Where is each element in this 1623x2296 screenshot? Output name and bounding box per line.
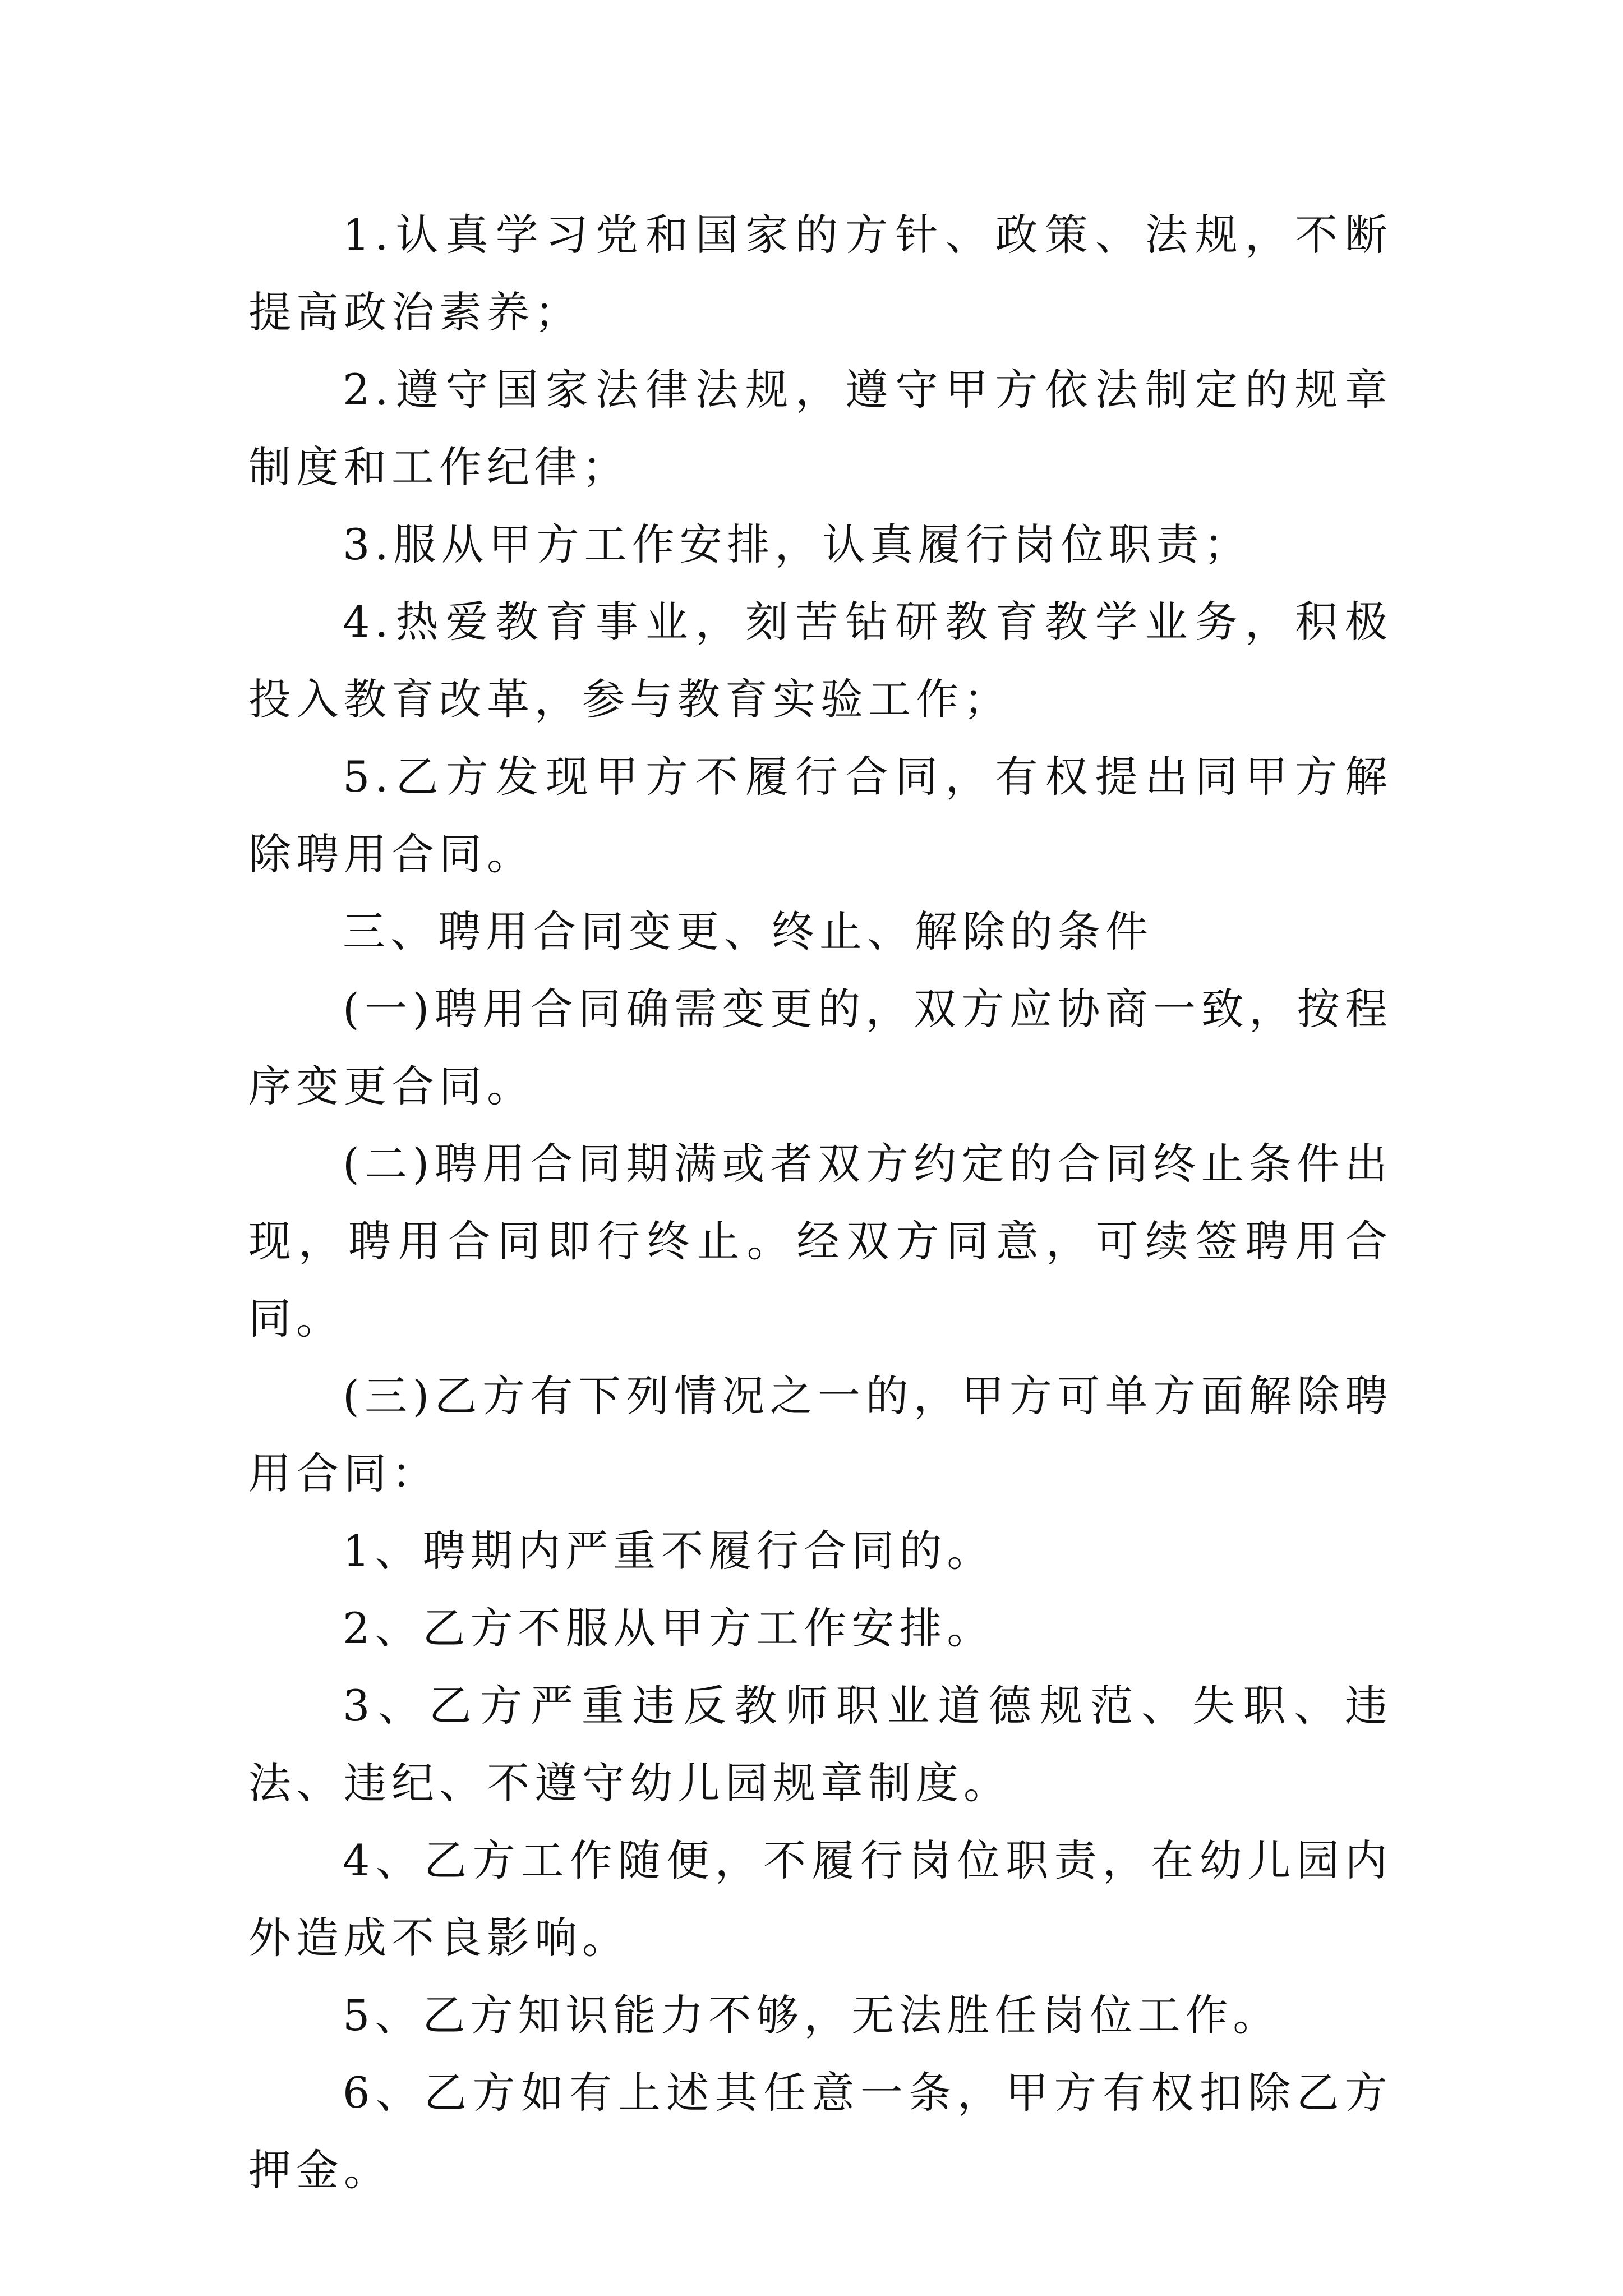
list-item-termination-1: 1、聘期内严重不履行合同的。: [343, 1526, 995, 1576]
list-item-termination-3: 3、乙方严重违反教师职业道德规范、失职、违法、违纪、不遵守幼儿园规章制度。: [248, 1681, 1393, 1808]
list-item-termination-6: 6、乙方如有上述其任意一条，甲方有权扣除乙方押金。: [248, 2068, 1393, 2195]
paragraph-clause-2: (二)聘用合同期满或者双方约定的合同终止条件出现，聘用合同即行终止。经双方同意，可续签聘用合同。: [248, 1139, 1393, 1343]
paragraph-duty-2: 2.遵守国家法律法规，遵守甲方依法制定的规章制度和工作纪律；: [248, 365, 1393, 492]
paragraph-duty-5: 5.乙方发现甲方不履行合同，有权提出同甲方解除聘用合同。: [248, 752, 1393, 879]
list-item-termination-4: 4、乙方工作随便，不履行岗位职责，在幼儿园内外造成不良影响。: [248, 1835, 1393, 1963]
document-body: [248, 196, 1393, 2209]
paragraph-duty-4: 4.热爱教育事业，刻苦钻研教育教学业务，积极投入教育改革，参与教育实验工作；: [248, 597, 1393, 724]
list-item-termination-2: 2、乙方不服从甲方工作安排。: [343, 1603, 995, 1653]
paragraph-duty-1: 1.认真学习党和国家的方针、政策、法规，不断提高政治素养；: [248, 210, 1393, 337]
paragraph-duty-3: 3.服从甲方工作安排，认真履行岗位职责；: [343, 519, 1252, 569]
paragraph-clause-3: (三)乙方有下列情况之一的，甲方可单方面解除聘用合同：: [248, 1371, 1393, 1498]
section-heading: 三、聘用合同变更、终止、解除的条件: [343, 907, 1153, 956]
list-item-termination-5: 5、乙方知识能力不够，无法胜任岗位工作。: [343, 1990, 1281, 2040]
paragraph-clause-1: (一)聘用合同确需变更的，双方应协商一致，按程序变更合同。: [248, 984, 1393, 1111]
